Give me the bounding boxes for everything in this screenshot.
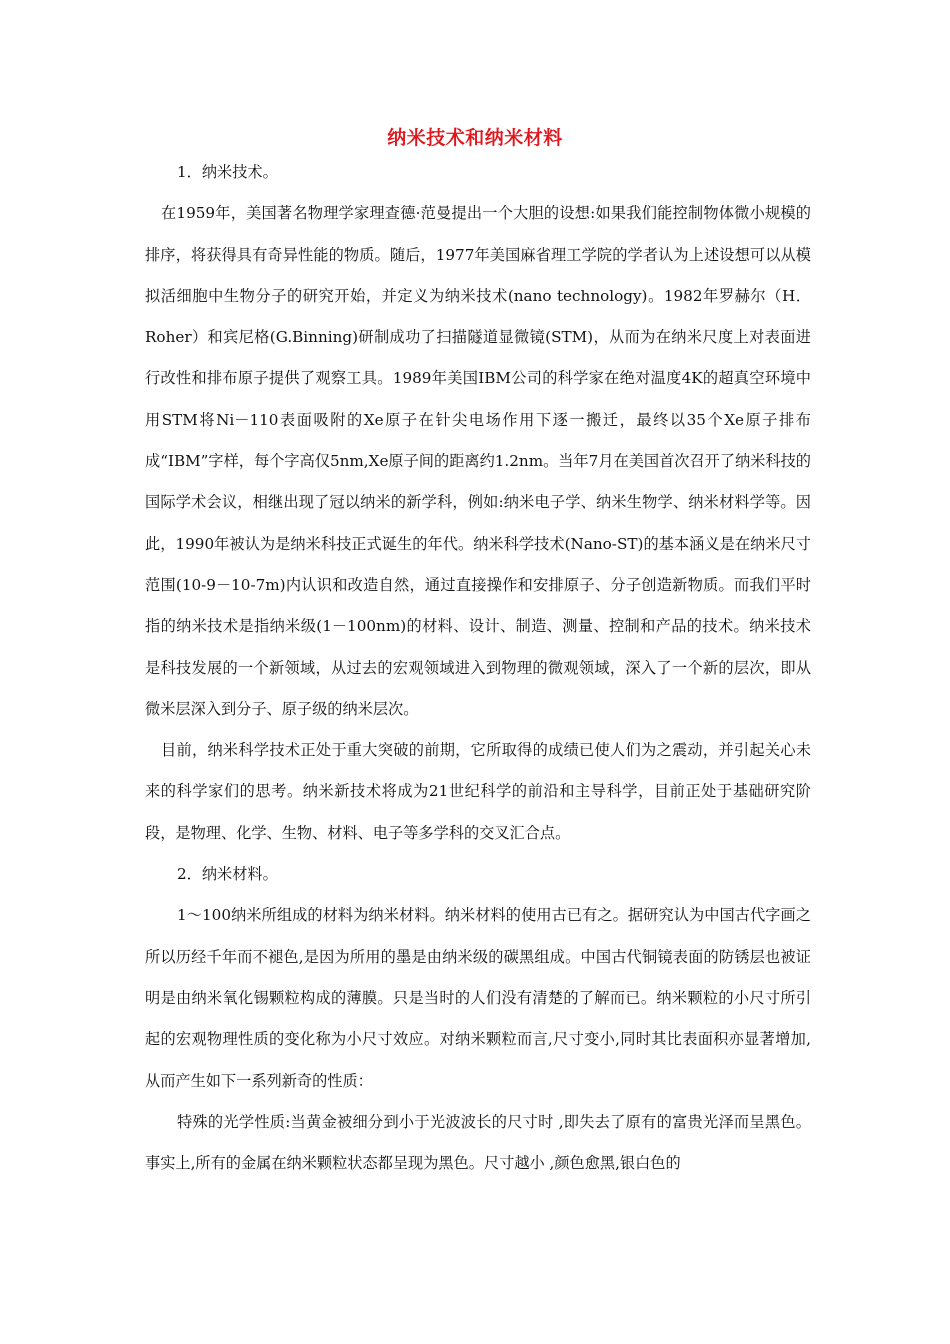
document-body <box>145 152 811 1184</box>
document-title: 纳米技术和纳米材料 <box>387 127 563 149</box>
section-heading-nanotech: 1．纳米技术。 <box>177 163 278 181</box>
paragraph-current-status: 目前，纳米科学技术正处于重大突破的前期，它所取得的成绩已使人们为之震动，并引起关心未来的科学家们的思考。纳米新技术将成为21世纪科学的前沿和主导科学，目前正处于基础研究阶段，是物理、化学、生物、材料、电子等多学科的交叉汇合点。 <box>145 741 811 842</box>
paragraph-history: 在1959年，美国著名物理学家理查德·范曼提出一个大胆的设想:如果我们能控制物体微小规模的排序，将获得具有奇异性能的物质。随后，1977年美国麻省理工学院的学者认为上述设想可以从模拟活细胞中生物分子的研究开始，并定义为纳米技术(nano technology)。1982年罗赫尔（H．Roher）和宾尼格(G.Binning)研制成功了扫描隧道显微镜(STM)，从而为在纳米尺度上对表面进行改性和排布原子提供了观察工具。1989年美国IBM公司的科学家在绝对温度4K的超真空环境中用STM将Ni－110表面吸附的Xe原子在针尖电场作用下逐一搬迁，最终以35个Xe原子排布成“IBM”字样，每个字高仅5nm,Xe原子间的距离约1.2nm。当年7月在美国首次召开了纳米科技的国际学术会议，相继出现了冠以纳米的新学科，例如:纳米电子学、纳米生物学、纳米材料学等。因此，1990年被认为是纳米科技正式诞生的年代。纳米科学技术(Nano-ST)的基本涵义是在纳米尺寸范围(10-9－10-7m)内认识和改造自然，通过直接操作和安排原子、分子创造新物质。而我们平时指的纳米技术是指纳米级(1－100nm)的材料、设计、制造、测量、控制和产品的技术。纳米技术是科技发展的一个新领域，从过去的宏观领域进入到物理的微观领域，深入了一个新的层次，即从微米层深入到分子、原子级的纳米层次。 <box>145 204 811 718</box>
paragraph-nanomaterials: 1～100纳米所组成的材料为纳米材料。纳米材料的使用古已有之。据研究认为中国古代字画之所以历经千年而不褪色,是因为所用的墨是由纳米级的碳黑组成。中国古代铜镜表面的防锈层也被证明是由纳米氧化锡颗粒构成的薄膜。只是当时的人们没有清楚的了解而已。纳米颗粒的小尺寸所引起的宏观物理性质的变化称为小尺寸效应。对纳米颗粒而言,尺寸变小,同时其比表面积亦显著增加,从而产生如下一系列新奇的性质： <box>145 906 811 1090</box>
paragraph-optical-properties: 特殊的光学性质:当黄金被细分到小于光波波长的尺寸时 ,即失去了原有的富贵光泽而呈黑色。事实上,所有的金属在纳米颗粒状态都呈现为黑色。尺寸越小 ,颜色愈黑,银白色的 <box>145 1112 811 1173</box>
section-heading-nanomaterials: 2．纳米材料。 <box>177 865 278 884</box>
